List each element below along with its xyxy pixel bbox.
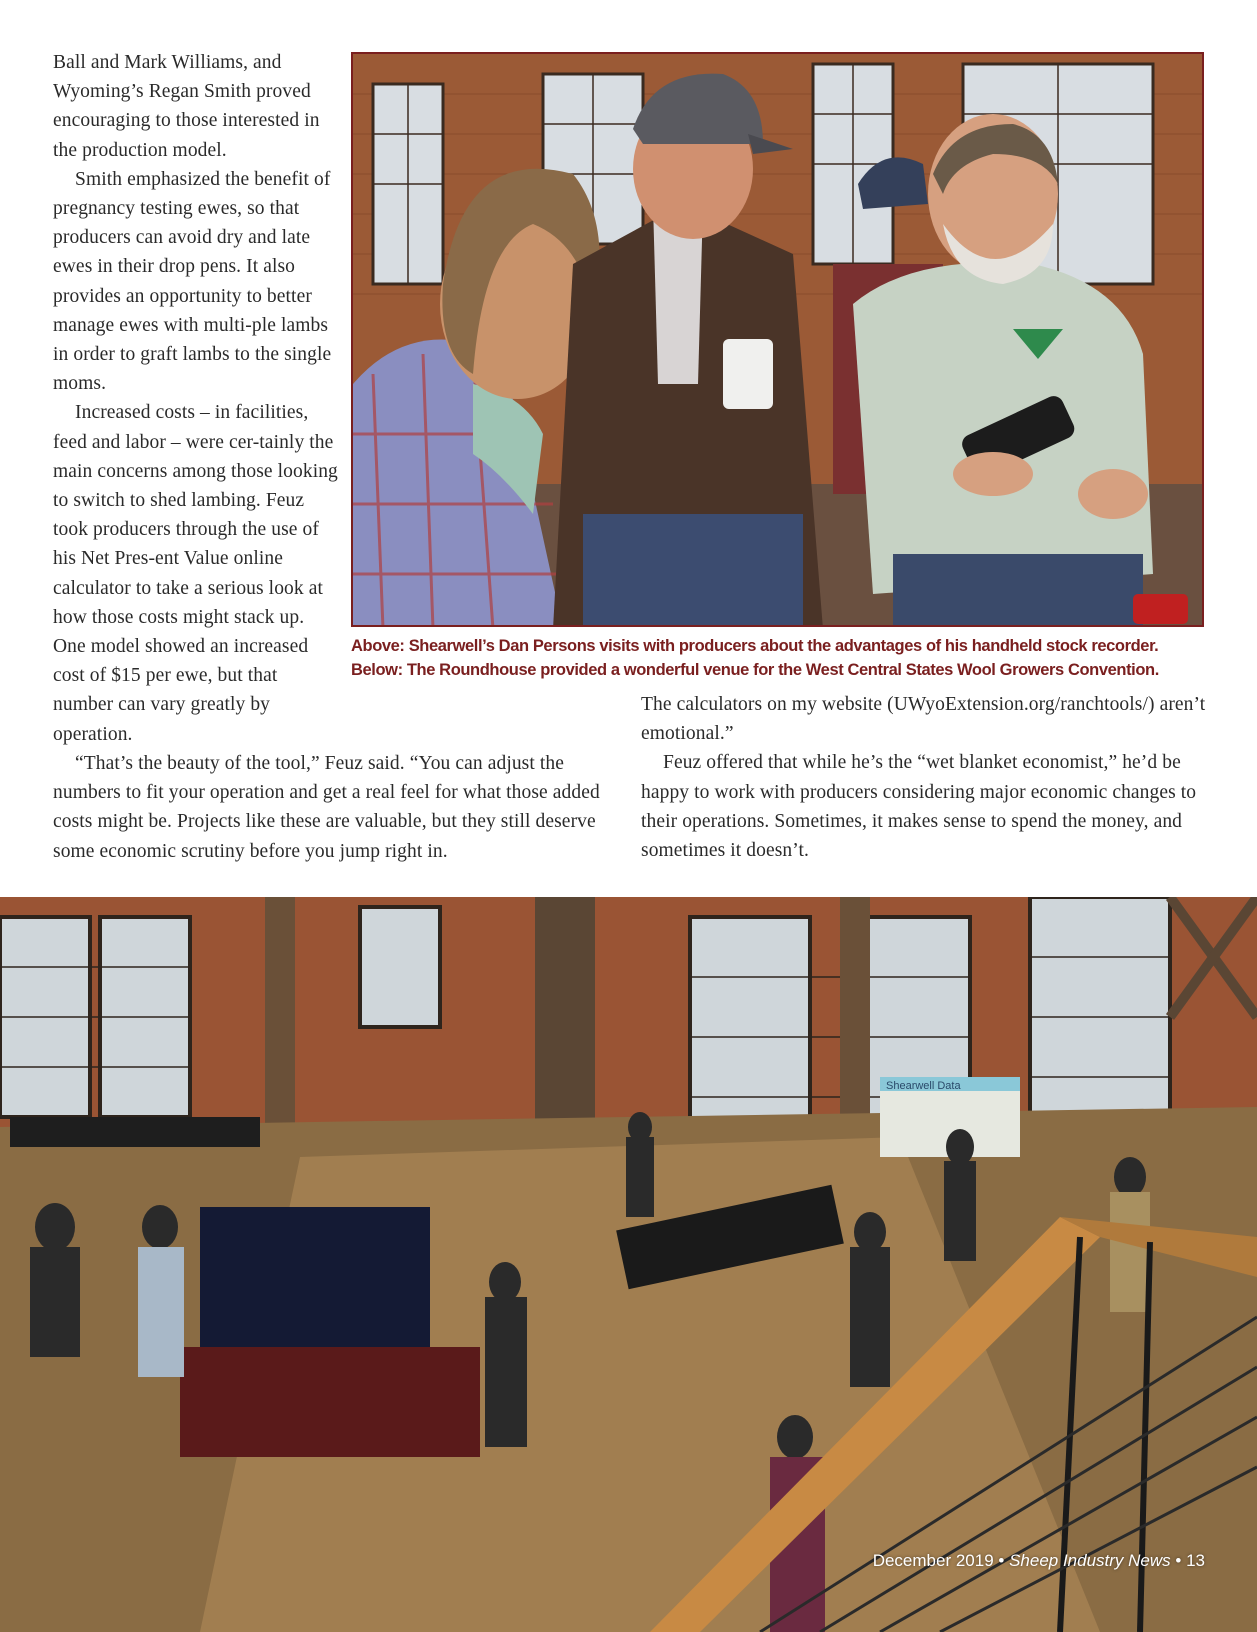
photo-roundhouse-venue [0,897,1257,1632]
paragraph: Smith emphasized the benefit of pregnancy testing ewes, so that producers can avoid dry and late ewes in their drop pens. It also provides an opportunity to better manage ewes with multi-ple lambs in order to graft lambs to the single moms. [53,168,332,395]
booth-sign-text: Shearwell Data [886,1080,961,1092]
footer-separator: • [993,1551,1010,1570]
photo-illustration [0,897,1257,1632]
wide-paragraph-column [53,749,613,866]
right-column [641,690,1211,865]
paragraph: Feuz offered that while he’s the “wet blanket economist,” he’d be happy to work with producers considering major economic changes to their operations. Sometimes, it makes sense to spend the money, and sometimes it doesn’t. [641,752,1197,862]
paragraph: Ball and Mark Williams, and Wyoming’s Regan Smith proved encouraging to those interested in the production model. [53,52,320,161]
page-number: 13 [1186,1551,1205,1570]
left-column [53,48,341,749]
paragraph: “That’s the beauty of the tool,” Feuz said. “You can adjust the numbers to fit your operation and get a real feel for what those added costs might be. Projects like these are valuable, but they still deserve some economic scrutiny before you jump right in. [53,753,600,862]
photo-producers-conversation [351,52,1204,627]
photo-caption: Above: Shearwell’s Dan Persons visits with producers about the advantages of his handheld stock recorder. Below: The Roundhouse provided a wonderful venue for the West Central States Wool Growers Convention. [351,637,1159,679]
footer-date: December 2019 [872,1551,994,1570]
footer-separator: • [1170,1551,1187,1570]
photo-illustration [353,54,1204,627]
page-footer [873,1551,1205,1571]
paragraph: The calculators on my website (UWyoExtension.org/ranchtools/) aren’t emotional.” [641,694,1206,745]
footer-publication: Sheep Industry News [1009,1551,1171,1570]
paragraph: Increased costs – in facilities, feed and labor – were cer-tainly the main concerns among those looking to switch to shed lambing. Feuz took producers through the use of his Net Pres-ent Value online calculator to take a serious look at how those costs might stack up. One model showed an increased cost of $15 per ewe, but that number can vary greatly by operation. [53,402,338,745]
